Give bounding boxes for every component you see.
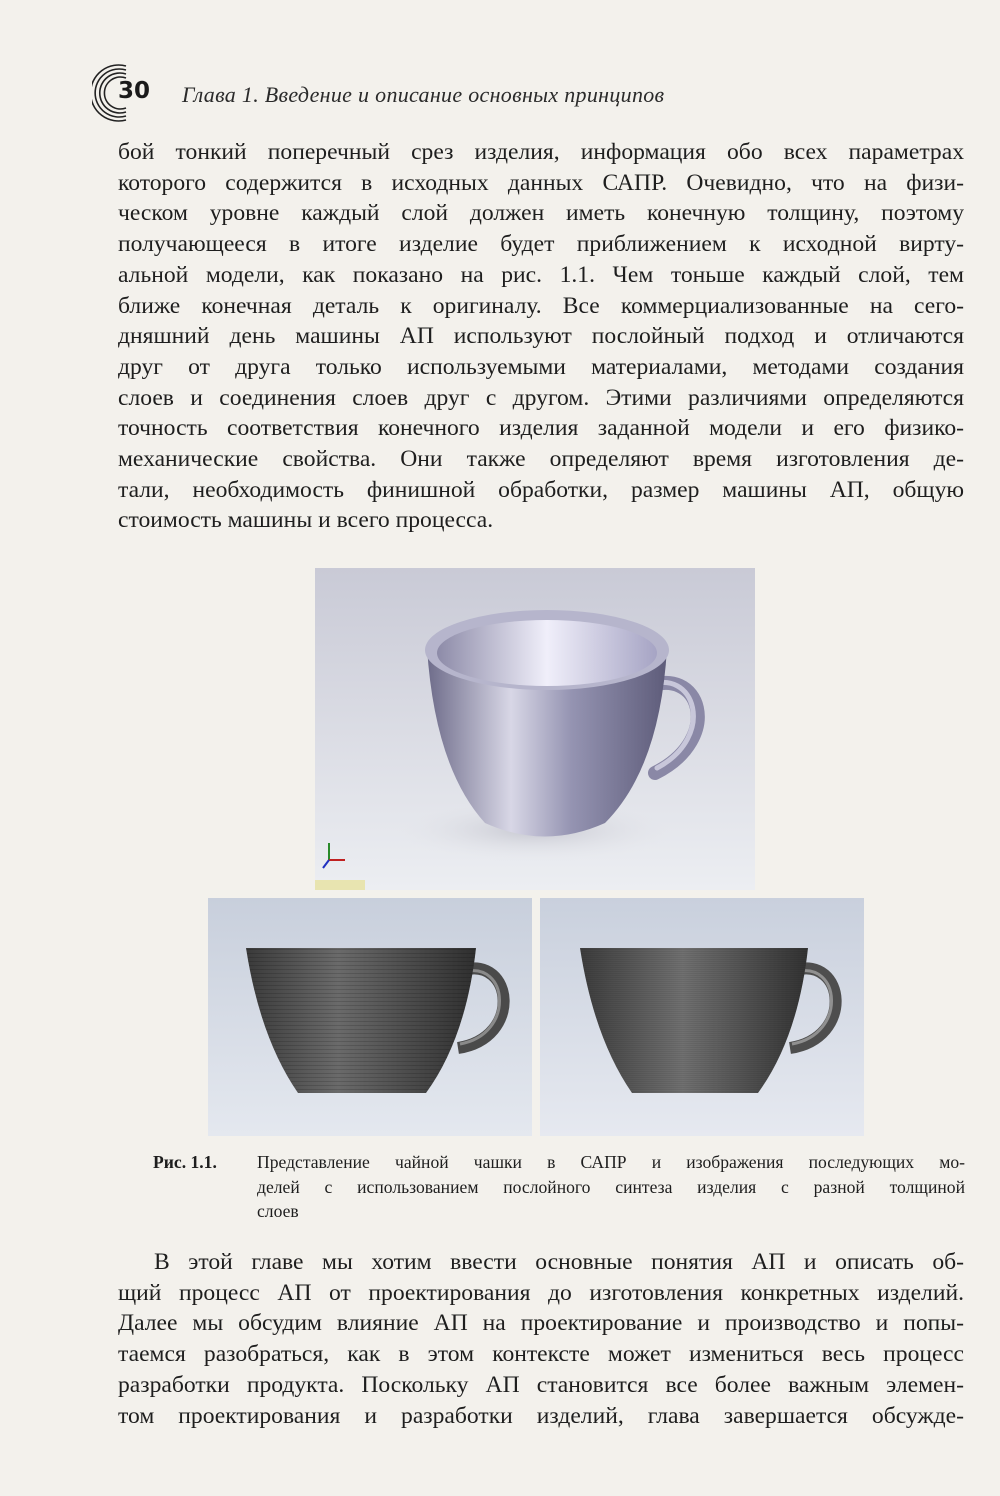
text-line: механические свойства. Они также определяют время изготовления де- bbox=[118, 446, 964, 473]
text-line: дняшний день машины АП используют послойный подход и отличаются bbox=[118, 323, 964, 350]
caption-line: слоев bbox=[257, 1201, 299, 1221]
text-line: ближе конечная деталь к оригиналу. Все коммерциализованные на сего- bbox=[118, 292, 964, 319]
text-line: точность соответствия конечного изделия заданной модели и его физико- bbox=[118, 415, 964, 442]
caption-line: Представление чайной чашки в САПР и изображения последующих мо- bbox=[257, 1152, 965, 1172]
text-line: разработки продукта. Поскольку АП становится все более важным элемен- bbox=[118, 1371, 964, 1398]
caption-line: делей с использованием послойного синтеза изделия с разной толщиной bbox=[257, 1176, 965, 1197]
text-line: том проектирования и разработки изделий, глава завершается обсужде- bbox=[118, 1402, 964, 1429]
text-line: бой тонкий поперечный срез изделия, информация обо всех параметрах bbox=[118, 139, 964, 165]
body-paragraph-2 bbox=[118, 1247, 964, 1431]
figure-caption-text bbox=[257, 1150, 965, 1224]
page-header bbox=[92, 62, 972, 122]
body-paragraph-1 bbox=[118, 137, 964, 536]
text-line: щий процесс АП от проектирования до изготовления конкретных изделий. bbox=[118, 1279, 964, 1306]
text-line: Далее мы обсудим влияние АП на проектирование и производство и попы- bbox=[118, 1310, 964, 1337]
text-line: ческом уровне каждый слой должен иметь конечную толщину, поэтому bbox=[118, 200, 964, 227]
text-line: таемся разобраться, как в этом контексте может измениться весь процесс bbox=[118, 1341, 964, 1368]
cad-cup-model-image bbox=[315, 568, 755, 890]
page-number-badge bbox=[92, 62, 162, 122]
page-number: 30 bbox=[118, 78, 151, 104]
text-line: альной модели, как показано на рис. 1.1. Чем тоньше каждый слой, тем bbox=[118, 261, 964, 288]
text-line: В этой главе мы хотим ввести основные понятия АП и описать об- bbox=[154, 1249, 964, 1275]
text-line: тали, необходимость финишной обработки, размер машины АП, общую bbox=[118, 476, 964, 503]
chapter-title: Глава 1. Введение и описание основных принципов bbox=[182, 82, 665, 107]
layered-cup-model-thin-image bbox=[540, 898, 864, 1136]
layered-cup-model-thick-image bbox=[208, 898, 532, 1136]
text-line: которого содержится в исходных данных САПР. Очевидно, что на физи- bbox=[118, 169, 964, 196]
figure-label: Рис. 1.1. bbox=[153, 1152, 217, 1172]
text-line: слоев и соединения слоев друг с другом. Этими различиями определяются bbox=[118, 384, 964, 411]
text-line: друг от друга только используемыми материалами, методами создания bbox=[118, 353, 964, 380]
text-line: стоимость машины и всего процесса. bbox=[118, 507, 494, 534]
text-line: получающееся в итоге изделие будет приближением к исходной вирту- bbox=[118, 231, 964, 258]
